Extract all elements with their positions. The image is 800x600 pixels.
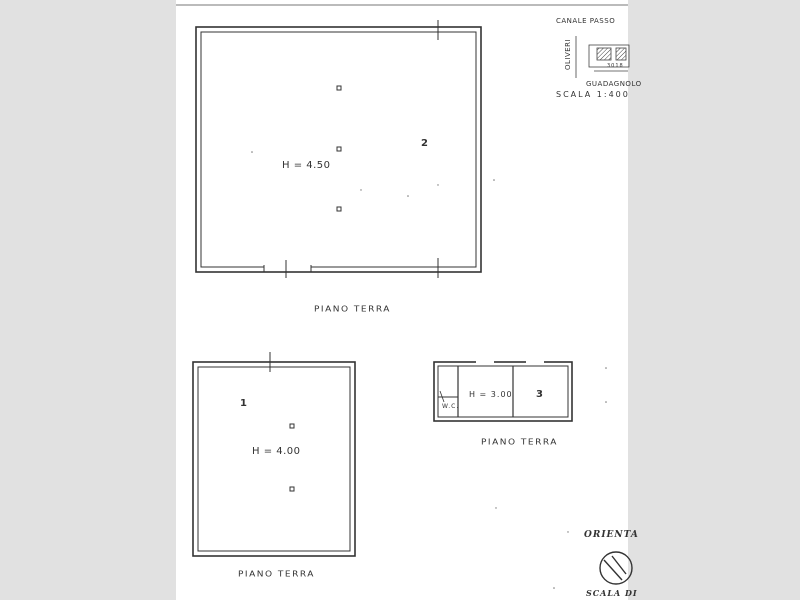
location-map [576,36,629,78]
room-3-floor-label: PIANO TERRA [481,438,558,448]
room-1-height: H = 4.00 [252,446,301,457]
compass-icon [600,552,632,584]
orientation-title: ORIENTA [584,530,639,540]
room-1-floor-label: PIANO TERRA [238,570,315,580]
drawing-sheet [176,0,642,600]
room-2-pillars [337,86,341,211]
legend-oliveri: OLIVERI [564,38,572,70]
room-3-height: H = 3.00 [469,390,513,399]
scan-speckles [251,151,607,589]
room-3-number: 3 [536,389,544,400]
room-1-pillars [290,424,294,491]
legend-map-number: 3018 [607,63,624,69]
room-2-number: 2 [421,138,429,149]
room-2-height: H = 4.50 [282,160,331,171]
room-2-floor-label: PIANO TERRA [314,305,391,315]
wc-label: W.C. [442,403,460,410]
legend-scale: SCALA 1:400 [556,90,630,99]
legend-guadagnolo: GUADAGNOLO [586,80,642,88]
legend-canale-passo: CANALE PASSO [556,17,616,25]
room-1-number: 1 [240,398,248,409]
room-2-walls [196,20,481,278]
orientation-scale: SCALA DI [586,588,638,598]
